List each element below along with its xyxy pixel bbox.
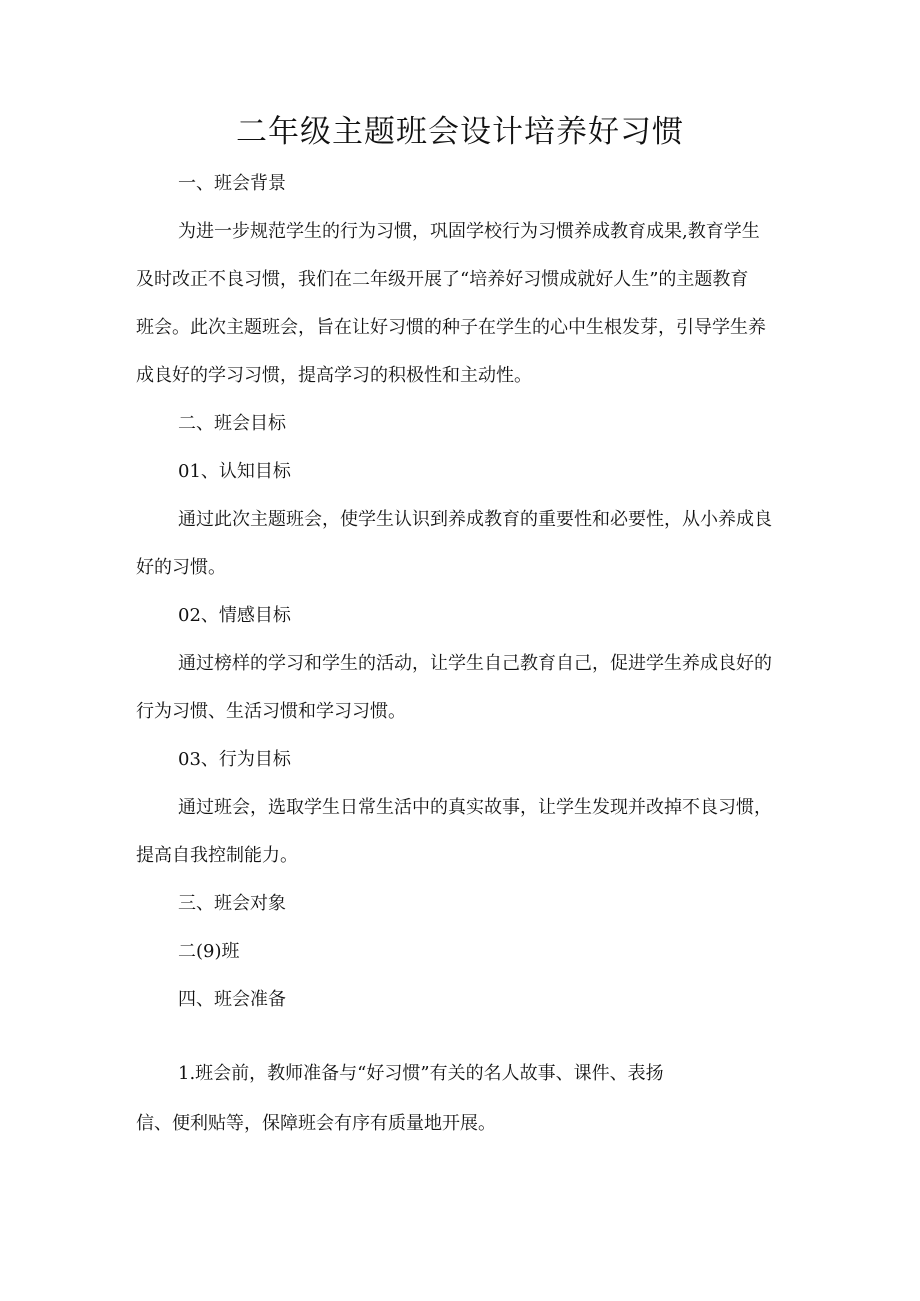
- section-heading-background: 一、班会背景: [178, 173, 286, 194]
- section-heading-preparation: 四、班会准备: [178, 989, 286, 1010]
- document-title: 二年级主题班会设计培养好习惯: [236, 114, 684, 150]
- paragraph-line: 通过榜样的学习和学生的活动，让学生自己教育自己，促进学生养成良好的: [178, 653, 772, 674]
- paragraph-line: 提高自我控制能力。: [136, 845, 298, 866]
- subheading-cognitive-goal: 01、认知目标: [178, 461, 291, 482]
- paragraph-line: 及时改正不良习惯，我们在二年级开展了“培养好习惯成就好人生”的主题教育: [136, 269, 749, 290]
- paragraph-line: 好的习惯。: [136, 557, 226, 578]
- paragraph-line: 为进一步规范学生的行为习惯，巩固学校行为习惯养成教育成果,教育学生: [178, 221, 760, 242]
- paragraph-line: 行为习惯、生活习惯和学习习惯。: [136, 701, 406, 722]
- section-heading-goals: 二、班会目标: [178, 413, 286, 434]
- section-heading-audience: 三、班会对象: [178, 893, 286, 914]
- paragraph-line: 信、便利贴等，保障班会有序有质量地开展。: [136, 1113, 496, 1134]
- paragraph-line: 通过班会，选取学生日常生活中的真实故事，让学生发现并改掉不良习惯，: [178, 797, 772, 818]
- subheading-behavioral-goal: 03、行为目标: [178, 749, 291, 770]
- paragraph-line: 成良好的学习习惯，提高学习的积极性和主动性。: [136, 365, 532, 386]
- paragraph-line: 1.班会前，教师准备与“好习惯”有关的名人故事、课件、表扬: [178, 1063, 664, 1084]
- paragraph-line: 班会。此次主题班会，旨在让好习惯的种子在学生的心中生根发芽，引导学生养: [136, 317, 766, 338]
- subheading-emotional-goal: 02、情感目标: [178, 605, 291, 626]
- audience-value: 二(9)班: [178, 941, 240, 962]
- paragraph-line: 通过此次主题班会，使学生认识到养成教育的重要性和必要性，从小养成良: [178, 509, 772, 530]
